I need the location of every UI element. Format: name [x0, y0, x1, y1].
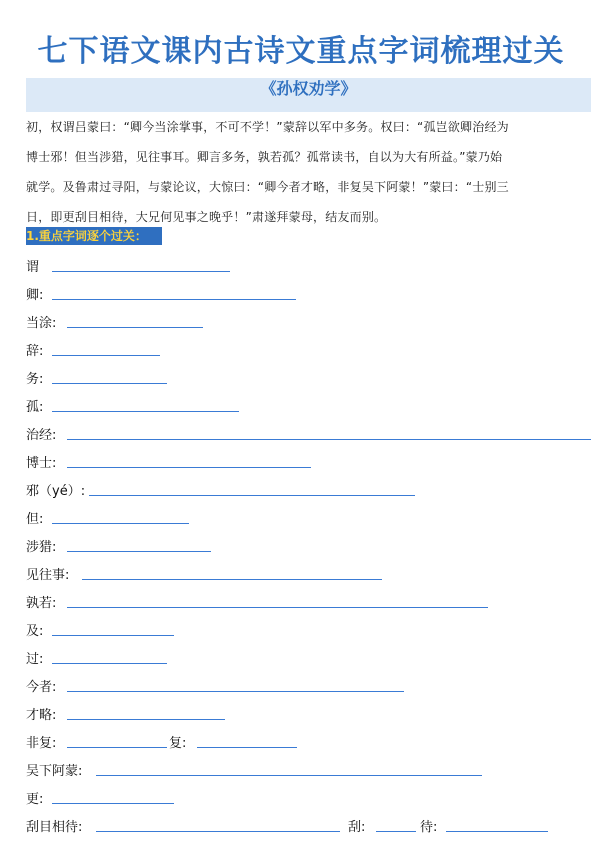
answer-line[interactable] [67, 467, 311, 468]
vocab-row [26, 312, 596, 332]
vocab-row [26, 592, 596, 612]
vocab-label: 及: [26, 624, 44, 639]
vocab-row [26, 564, 596, 584]
answer-line[interactable] [446, 831, 548, 832]
subtitle: 《孙权劝学》 [260, 79, 357, 98]
vocab-label: 见往事: [26, 568, 70, 583]
answer-line[interactable] [96, 831, 340, 832]
vocab-label: 吴下阿蒙: [26, 764, 83, 779]
vocab-row [26, 648, 596, 668]
vocab-label: 治经: [26, 428, 57, 443]
answer-line[interactable] [89, 495, 415, 496]
vocab-label: 刮目相待: [26, 820, 83, 835]
vocab-label: 才略: [26, 708, 57, 723]
answer-line[interactable] [52, 271, 230, 272]
answer-line[interactable] [52, 355, 160, 356]
vocab-label: 复: [169, 736, 187, 751]
answer-line[interactable] [52, 383, 167, 384]
answer-line[interactable] [52, 663, 167, 664]
vocab-row [26, 676, 596, 696]
answer-line[interactable] [52, 803, 174, 804]
answer-line[interactable] [376, 831, 416, 832]
passage-line: 就学。及鲁肃过寻阳，与蒙论议，大惊曰：“卿今者才略，非复吴下阿蒙！”蒙曰：“士别三 [26, 180, 509, 194]
vocab-row [26, 704, 596, 724]
vocab-row [26, 396, 596, 416]
vocab-row [26, 760, 596, 780]
vocab-row [26, 340, 596, 360]
answer-line[interactable] [67, 747, 167, 748]
passage-line: 日，即更刮目相待，大兄何见事之晚乎！”肃遂拜蒙母，结友而别。 [26, 210, 387, 224]
vocab-row [26, 732, 596, 752]
vocab-label: 辞: [26, 344, 44, 359]
answer-line[interactable] [52, 299, 296, 300]
answer-line[interactable] [67, 439, 591, 440]
vocab-label: 今者: [26, 680, 57, 695]
passage-text [26, 112, 594, 232]
vocab-label: 卿: [26, 288, 44, 303]
answer-line[interactable] [52, 411, 239, 412]
answer-line[interactable] [197, 747, 297, 748]
vocab-row [26, 508, 596, 528]
answer-line[interactable] [67, 691, 404, 692]
answer-line[interactable] [52, 635, 174, 636]
answer-line[interactable] [67, 327, 203, 328]
answer-line[interactable] [67, 719, 225, 720]
vocab-row [26, 368, 596, 388]
vocab-label: 待: [420, 820, 438, 835]
vocab-label: 非复: [26, 736, 57, 751]
vocab-row [26, 452, 596, 472]
vocab-label: 博士: [26, 456, 57, 471]
vocab-label: 谓 [26, 260, 40, 275]
vocab-row [26, 284, 596, 304]
vocab-label: 刮: [348, 820, 366, 835]
vocab-label: 过: [26, 652, 44, 667]
vocab-row [26, 480, 596, 500]
page-title: 七下语文课内古诗文重点字词梳理过关 [37, 34, 565, 69]
vocab-label: 更: [26, 792, 44, 807]
answer-line[interactable] [96, 775, 482, 776]
answer-line[interactable] [82, 579, 382, 580]
answer-line[interactable] [67, 607, 488, 608]
vocab-label: 务: [26, 372, 44, 387]
subtitle-bar [26, 78, 591, 112]
answer-line[interactable] [67, 551, 211, 552]
vocab-row [26, 620, 596, 640]
vocab-label: 但: [26, 512, 44, 527]
vocab-label: 当涂: [26, 316, 57, 331]
section-heading: 1.重点字词逐个过关： [26, 227, 162, 245]
vocab-label: 涉猎: [26, 540, 57, 555]
passage-line: 博士邪！但当涉猎，见往事耳。卿言多务，孰若孤？孤常读书，自以为大有所益。”蒙乃始 [26, 150, 503, 164]
answer-line[interactable] [52, 523, 189, 524]
vocab-label: 孤: [26, 400, 44, 415]
vocab-row [26, 536, 596, 556]
vocab-label: 孰若: [26, 596, 57, 611]
passage-line: 初，权谓吕蒙曰：“卿今当涂掌事，不可不学！”蒙辞以军中多务。权曰：“孤岂欲卿治经为 [26, 120, 509, 134]
vocab-row [26, 424, 596, 444]
vocab-row [26, 256, 596, 276]
vocab-row [26, 816, 596, 836]
vocab-row [26, 788, 596, 808]
vocab-label: 邪（yé）: [26, 484, 86, 499]
